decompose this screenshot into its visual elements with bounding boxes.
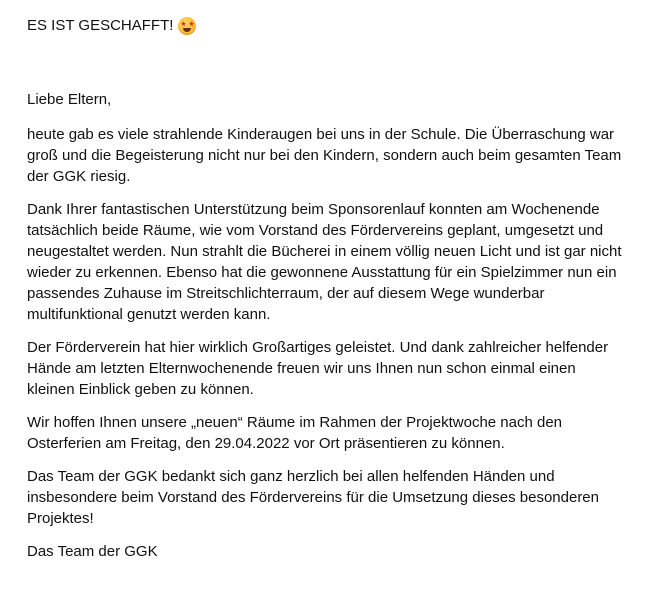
paragraph: Wir hoffen Ihnen unsere „neuen“ Räume im Rahmen der Projektwoche nach den Osterferien am Freitag, den 29.04.2022 vor Ort präsentieren zu können.: [27, 414, 563, 452]
signature: Das Team der GGK: [27, 543, 158, 560]
star-struck-emoji-icon: [178, 17, 196, 35]
headline: [27, 14, 627, 38]
smile-mouth-icon: [183, 28, 191, 32]
paragraph: Dank Ihrer fantastischen Unterstützung beim Sponsorenlauf konnten am Wochenende tatsächlich beide Räume, wie vom Vorstand des Fördervereins geplant, umgesetzt und neugestaltet werden. Nun strahlt die Bücherei in einem völlig neuen Licht und ist gar nicht wieder zu erkennen. Ebenso hat die gewonnene Ausstattung für ein Spielzimmer nun ein passendes Zuhause im Streitschlichterraum, der auf diesem Wege wunderbar multifunktional genutzt werden kann.: [27, 201, 622, 323]
letter-body: [27, 89, 627, 562]
paragraph: heute gab es viele strahlende Kinderaugen bei uns in der Schule. Die Überraschung war groß und die Begeisterung nicht nur bei den Kindern, sondern auch beim gesamten Team der GGK riesig.: [27, 126, 622, 185]
paragraph: Der Förderverein hat hier wirklich Großartiges geleistet. Und dank zahlreicher helfender Hände am letzten Elternwochenende freuen wir uns Ihnen nun schon einmal einen kleinen Einblick geben zu können.: [27, 339, 609, 398]
paragraph: Das Team der GGK bedankt sich ganz herzlich bei allen helfenden Händen und insbesondere beim Vorstand des Fördervereins für die Umsetzung dieses besonderen Projektes!: [27, 468, 599, 527]
star-eye-left-icon: ★: [180, 20, 187, 28]
greeting: Liebe Eltern,: [27, 91, 112, 108]
headline-text: ES IST GESCHAFFT!: [27, 17, 174, 34]
star-eye-right-icon: ★: [188, 20, 195, 28]
